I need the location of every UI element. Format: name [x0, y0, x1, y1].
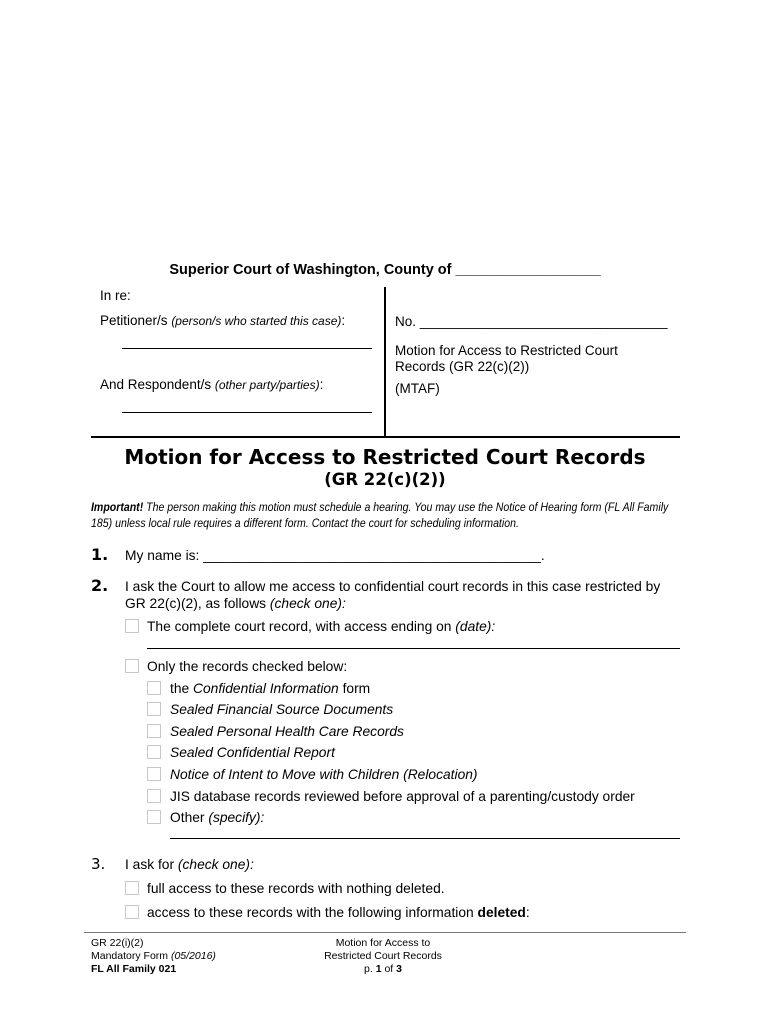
item2-text-line1: I ask the Court to allow me access to confidential court records in this case restricted by — [125, 579, 661, 594]
page-title: Motion for Access to Restricted Court Records — [124, 445, 646, 469]
sub-option-suffix: form — [338, 681, 371, 696]
sub-option-italic: Sealed Financial Source Documents — [170, 702, 394, 717]
footer-rule-ref: GR 22(i)(2) — [91, 937, 144, 949]
footer-center — [283, 937, 483, 976]
court-title: Superior Court of Washington, County of __________________ — [169, 262, 601, 278]
doc-title-line1: Motion for Access to Restricted Court — [395, 343, 618, 358]
footer-mandatory-date: (05/2016) — [170, 950, 216, 962]
petitioner-name-line[interactable] — [122, 348, 372, 349]
important-note — [91, 499, 681, 531]
important-label: Important! — [91, 500, 144, 514]
jis-records-label — [170, 789, 635, 804]
partial-access-text: access to these records with the following information — [147, 905, 478, 920]
footer-page-prefix: p. — [364, 963, 376, 975]
partial-access-deleted: deleted — [477, 905, 526, 920]
footer-rule — [84, 932, 686, 933]
sub-option-prefix: the — [170, 681, 194, 696]
footer-left — [91, 937, 216, 976]
complete-record-date-line[interactable] — [147, 648, 680, 649]
sub-option-italic: (specify): — [208, 810, 265, 825]
sub-option-italic: Sealed Confidential Report — [170, 745, 335, 760]
respondent-colon: : — [319, 377, 324, 392]
confidential-report-checkbox[interactable] — [147, 745, 161, 759]
footer-page-mid: of — [381, 963, 397, 975]
case-number[interactable]: No. _________________________________ — [395, 314, 668, 329]
doc-title-line2: Records (GR 22(c)(2)) — [395, 359, 530, 374]
confidential-info-label — [170, 681, 370, 696]
footer-page — [283, 963, 483, 976]
item1-number: 1. — [91, 545, 109, 564]
complete-record-date-hint: (date): — [455, 619, 496, 634]
petitioner-label: Petitioner/s — [100, 313, 168, 328]
only-records-label: Only the records checked below: — [147, 659, 348, 674]
health-records-checkbox[interactable] — [147, 724, 161, 738]
sub-option-prefix: Other — [170, 810, 209, 825]
petitioner-label-row — [100, 313, 345, 328]
in-re-label: In re: — [100, 288, 131, 303]
item3-text-italic: (check one): — [177, 857, 254, 872]
health-records-label — [170, 724, 404, 739]
sub-option-italic: Sealed Personal Health Care Records — [170, 724, 404, 739]
item3-text-plain: I ask for — [125, 857, 178, 872]
complete-record-checkbox[interactable] — [125, 619, 139, 633]
jis-records-checkbox[interactable] — [147, 789, 161, 803]
complete-record-label — [147, 619, 495, 634]
sub-option-italic: Confidential Information — [193, 681, 339, 696]
complete-record-text: The complete court record, with access ending on — [147, 619, 456, 634]
item2-line2-plain: GR 22(c)(2), as follows — [125, 596, 270, 611]
caption-divider — [384, 287, 386, 437]
item1-name-field[interactable]: My name is: ____________________________________________. — [125, 548, 545, 563]
confidential-report-label — [170, 745, 335, 760]
item3-text — [125, 856, 254, 873]
petitioner-colon: : — [341, 313, 346, 328]
footer-page-total: 3 — [396, 963, 402, 975]
item3-number: 3. — [91, 855, 106, 873]
sub-option-prefix: JIS database records reviewed before approval of a parenting/custody order — [170, 789, 635, 804]
full-access-label: full access to these records with nothing deleted. — [147, 881, 445, 896]
partial-access-label — [147, 905, 530, 920]
full-access-checkbox[interactable] — [125, 881, 139, 895]
caption-bottom-rule — [91, 436, 680, 438]
sub-option-italic: Notice of Intent to Move with Children (Relocation) — [170, 767, 478, 782]
footer-mandatory — [91, 950, 216, 963]
financial-docs-label — [170, 702, 393, 717]
footer-page-num: 1 — [375, 963, 382, 975]
footer-doc-line2: Restricted Court Records — [324, 950, 442, 962]
financial-docs-checkbox[interactable] — [147, 702, 161, 716]
footer-form-id: FL All Family 021 — [91, 963, 177, 975]
respondent-note: (other party/parties) — [214, 378, 320, 392]
partial-access-colon: : — [525, 905, 530, 920]
footer-mandatory-text: Mandatory Form — [91, 950, 171, 962]
petitioner-note: (person/s who started this case) — [171, 314, 342, 328]
item2-text-line2 — [125, 595, 346, 612]
footer-doc-line1: Motion for Access to — [335, 937, 431, 949]
doc-code: (MTAF) — [395, 381, 440, 396]
page-subtitle: (GR 22(c)(2)) — [324, 470, 446, 489]
respondent-label-row — [100, 377, 323, 392]
other-checkbox[interactable] — [147, 810, 161, 824]
important-text: The person making this motion must schedule a hearing. You may use the Notice of Hearing form (FL All Family 185) unless local rule requires a different form. Contact the court for scheduling information. — [91, 500, 669, 530]
respondent-label: And Respondent/s — [100, 377, 212, 392]
relocation-notice-label — [170, 767, 478, 782]
other-specify-line[interactable] — [170, 838, 680, 839]
item2-line2-italic: (check one): — [269, 596, 346, 611]
other-label — [170, 810, 264, 825]
respondent-name-line[interactable] — [122, 412, 372, 413]
relocation-notice-checkbox[interactable] — [147, 767, 161, 781]
only-records-checkbox[interactable] — [125, 659, 139, 673]
confidential-info-checkbox[interactable] — [147, 681, 161, 695]
partial-access-checkbox[interactable] — [125, 905, 139, 919]
item2-number: 2. — [91, 576, 109, 595]
